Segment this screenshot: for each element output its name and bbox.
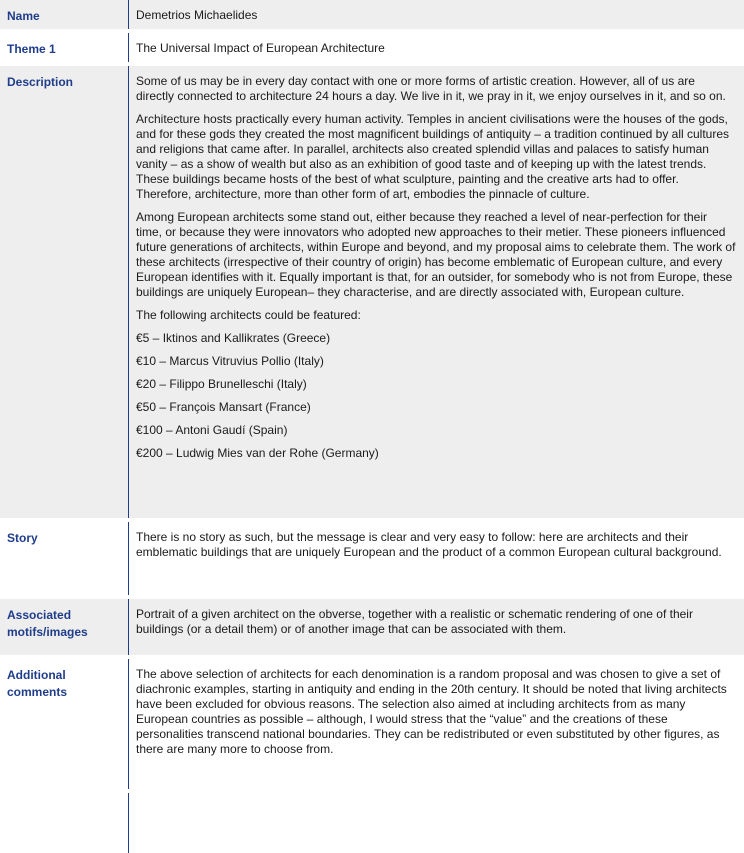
value-name: Demetrios Michaelides bbox=[129, 0, 744, 29]
row-comments bbox=[0, 659, 744, 793]
value-story: There is no story as such, but the message is clear and very easy to follow: here are architects and their emblematic buildings that are uniquely European and the product of a common European cultural background. bbox=[136, 530, 722, 559]
description-paragraph: Architecture hosts practically every human activity. Temples in ancient civilisations were the houses of the gods, and for these gods they created the most magnificent buildings of antiquity – a tradition continued by all cultures and religions that came after. In parallel, architects also created splendid villas and palaces to satisfy human vanity – as a show of wealth but also as an exhibition of good taste and of keeping up with the latest trends. These buildings became hosts of the best of what sculpture, painting and the creative arts had to offer. Therefore, architecture, more than other form of art, embodies the pinnacle of culture. bbox=[136, 112, 730, 201]
row-motifs bbox=[0, 599, 744, 659]
row-description bbox=[0, 66, 744, 522]
architect-item: €200 – Ludwig Mies van der Rohe (Germany) bbox=[136, 446, 379, 460]
architect-item: €50 – François Mansart (France) bbox=[136, 400, 311, 414]
label-theme: Theme 1 bbox=[0, 33, 129, 62]
architect-item: €5 – Iktinos and Kallikrates (Greece) bbox=[136, 331, 331, 345]
architect-item: €100 – Antoni Gaudí (Spain) bbox=[136, 423, 288, 437]
filler-label-cell bbox=[0, 793, 129, 853]
architect-item: €10 – Marcus Vitruvius Pollio (Italy) bbox=[136, 354, 324, 368]
label-story: Story bbox=[0, 522, 129, 595]
row-story bbox=[0, 522, 744, 599]
value-theme: The Universal Impact of European Architecture bbox=[136, 41, 385, 55]
row-theme bbox=[0, 33, 744, 66]
label-comments: Additional comments bbox=[0, 659, 129, 789]
table-filler bbox=[0, 793, 744, 853]
filler-value-cell bbox=[129, 793, 744, 853]
value-motifs: Portrait of a given architect on the obverse, together with a realistic or schematic rendering of one of their buildings (or a detail them) or of another image that can be associated with them. bbox=[129, 599, 744, 655]
value-comments: The above selection of architects for each denomination is a random proposal and was chosen to give a set of diachronic examples, starting in antiquity and ending in the 20th century. It should be noted that living architects have been excluded for obvious reasons. The selection also aimed at including architects from as many European countries as possible – although, I would stress that the “value” and the creations of these personalities transcend national boundaries. They can be redistributed or even substituted by other figures, as there are many more to choose from. bbox=[136, 667, 727, 756]
description-paragraph: Among European architects some stand out, either because they reached a level of near-perfection for their time, or because they were innovators who adopted new approaches to their metier. These pioneers influenced future generations of architects, within Europe and beyond, and my proposal aims to celebrate them. The work of these architects (irrespective of their country of origin) has become emblematic of European culture, and every European identifies with it. Equally important is that, for an outsider, for somebody who is not from Europe, these buildings are uniquely European– they characterise, and are directly associated with, European culture. bbox=[136, 210, 736, 299]
row-name bbox=[0, 0, 744, 33]
label-motifs: Associated motifs/images bbox=[0, 599, 129, 655]
value-description bbox=[129, 66, 744, 518]
label-description: Description bbox=[0, 66, 129, 518]
description-paragraph: Some of us may be in every day contact with one or more forms of artistic creation. However, all of us are directly connected to architecture 24 hours a day. We live in it, we pray in it, we enjoy ourselves in it, and so on. bbox=[136, 74, 726, 103]
description-paragraph: The following architects could be featured: bbox=[136, 308, 361, 322]
architect-item: €20 – Filippo Brunelleschi (Italy) bbox=[136, 377, 307, 391]
label-name: Name bbox=[0, 0, 129, 29]
